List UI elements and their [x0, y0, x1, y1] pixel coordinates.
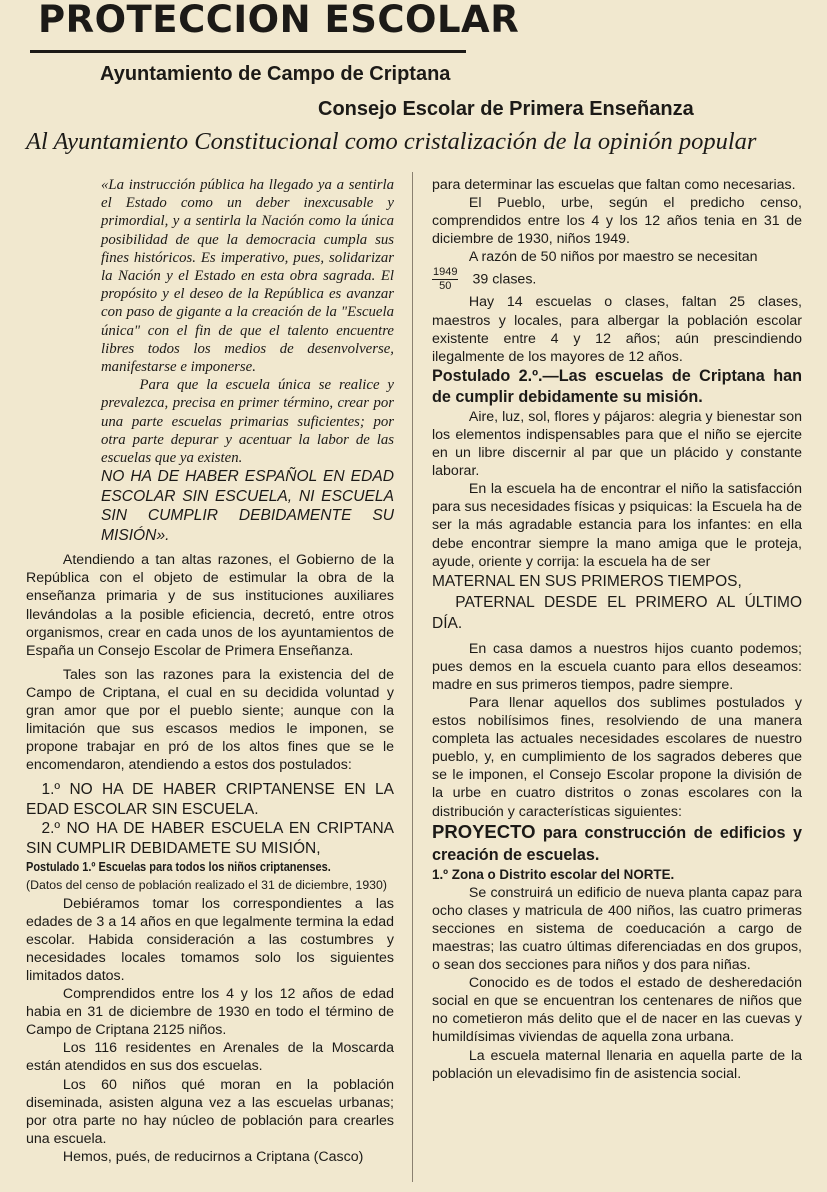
paragraph: Atendiendo a tan altas razones, el Gobierno de la República con el objeto de estimular la obra de la enseñanza primaria y de sus instituciones auxiliares llevándolas a la posible eficiencia, decretó, entre otros organismos, crear en cada unos de los ayuntamientos de España un Consejo Escolar de Primera Enseñanza. [26, 552, 394, 659]
proyecto-rest: para construcción de edificios y creación de escuelas. [432, 823, 802, 864]
zona-heading: 1.º Zona o Distrito escolar del NORTE. [432, 866, 675, 882]
paragraph: En casa damos a nuestros hijos cuanto podemos; pues demos en la escuela cuanto para ellos deseamos: madre en sus primeros tiempos, padre siempre. [432, 640, 802, 693]
dedication-line: Al Ayuntamiento Constitucional como cristalización de la opinión popular [26, 128, 757, 155]
proyecto-heading [432, 821, 802, 866]
paragraph: Hay 14 escuelas o clases, faltan 25 clases, maestros y locales, para albergar la población escolar existente entre 4 y 12 años; aún prescindiendo ilegalmente de los mayores de 12 años. [432, 294, 802, 365]
paragraph: En la escuela ha de encontrar el niño la satisfacción para sus necesidades físicas y psiquicas: la Escuela ha de ser la más agradable estancia para los infantes: en ella debe encontrar siempre la mano amiga que le proteja, ayude, oriente y corrija: la escuela ha de ser [432, 481, 802, 570]
postulate-1: 1.º NO HA DE HABER CRIPTANENSE EN LA EDAD ESCOLAR SIN ESCUELA. [26, 781, 394, 818]
paragraph: Debiéramos tomar los correspondientes a las edades de 3 a 14 años en que legalmente termina la edad escolar. Habida consideración a las costumbres y necesidades locales tomamos solo los siguientes limitados datos. [26, 895, 394, 984]
column-divider [412, 172, 413, 1182]
right-column [432, 176, 802, 1083]
paragraph: A razón de 50 niños por maestro se necesitan [468, 249, 758, 266]
postulado-1-heading: Postulado 1.º Escuelas para todos los niños criptanenses. [26, 860, 331, 875]
quote-paragraph: Para que la escuela única se realice y prevalezca, precisa en primer término, crear por una parte escuelas primarias suficientes; por otra parte depurar y acentuar la labor de las escuelas que ya existen. [101, 377, 394, 467]
fraction [432, 266, 458, 293]
fraction-numerator: 1949 [433, 266, 458, 279]
paragraph: Tales son las razones para la existencia del de Campo de Criptana, el cual en su decidida voluntad y gran amor que por el pueblo siente; aunque con la limitación que sus escasos medios le imponen, se propone trabajar en pró de los altos fines que se le encomendaron, atendiendo a estos dos postulados: [26, 666, 394, 774]
paragraph: Comprendidos entre los 4 y los 12 años de edad habia en 31 de diciembre de 1930 en todo el término de Campo de Criptana 2125 niños. [26, 986, 394, 1039]
paragraph: La escuela maternal llenaria en aquella parte de la población un elevadisimo fin de asistencia social. [432, 1047, 802, 1082]
census-note: (Datos del censo de población realizado el 31 de diciembre, 1930) [26, 878, 387, 893]
paragraph: Los 60 niños qué moran en la población diseminada, asisten alguna vez a las escuelas urbanas; por otra parte no hay núcleo de población para crearles una escuela. [26, 1076, 394, 1147]
paragraph: El Pueblo, urbe, según el predicho censo, comprendidos entre los 4 y los 12 años tenia en 31 de diciembre de 1930, niños 1949. [432, 195, 802, 248]
paragraph: Se construirá un edificio de nueva planta capaz para ocho clases y matricula de 400 niños, las cuatro primeras secciones en sistema de coeducación a cargo de maestras; las cuatro últimas diferenciadas en dos grupos, o sean dos secciones para niños y dos para niñas. [432, 884, 802, 974]
title-rule [30, 50, 466, 53]
quote-caps: NO HA DE HABER ESPAÑOL EN EDAD ESCOLAR SIN ESCUELA, NI ESCUELA SIN CUMPLIR DEBIDAMENTE SU MISIÓN». [101, 468, 394, 544]
postulate-2: 2.º NO HA DE HABER ESCUELA EN CRIPTANA SIN CUMPLIR DEBIDAMETE SU MISIÓN, [26, 820, 394, 857]
left-column [26, 176, 394, 1166]
page-title: PROTECCION ESCOLAR [38, 0, 520, 41]
paragraph: Conocido es de todos el estado de desheredación social en que se encuentran los centenares de niños que no cometieron más delito que el de nacer en las cuevas y humildísimas viviendas de aquella zona urbana. [432, 975, 802, 1046]
proyecto-word: PROYECTO [432, 820, 536, 842]
fraction-line [432, 266, 802, 293]
fraction-denominator: 50 [439, 280, 452, 293]
paragraph: Hemos, pués, de reducirnos a Criptana (Casco) [62, 1148, 364, 1165]
paragraph: Los 116 residentes en Arenales de la Moscarda están atendidos en sus dos escuelas. [26, 1040, 394, 1075]
caps-paternal: PATERNAL DESDE EL PRIMERO AL ÚLTIMO DÍA. [432, 593, 802, 632]
subtitle-consejo: Consejo Escolar de Primera Enseñanza [318, 98, 694, 120]
paragraph: Aire, luz, sol, flores y pájaros: alegria y bienestar son los elementos indispensables para que el niño se ejercite en un libre discernir al par que un plácido y constante laborar. [432, 408, 802, 480]
subtitle-ayuntamiento: Ayuntamiento de Campo de Criptana [100, 63, 451, 85]
postulado-2-heading: Postulado 2.º.—Las escuelas de Criptana han de cumplir debidamente su misión. [432, 366, 802, 406]
paragraph: Para llenar aquellos dos sublimes postulados y estos nobilísimos fines, resolviendo de una manera completa las actuales necesidades escolares de nuestro pueblo, y, en cumplimiento de los sagrados deberes que se le imponen, el Consejo Escolar propone la división de la urbe en cuatro distritos o zonas escolares con la distribución y características siguientes: [432, 694, 802, 820]
paragraph: para determinar las escuelas que faltan como necesarias. [432, 177, 796, 193]
fraction-result: 39 clases. [472, 271, 537, 288]
quote-paragraph: «La instrucción pública ha llegado ya a sentirla el Estado como un deber inexcusable y primordial, y a sentirla la Nación como la única posibilidad de que la democracia cumpla sus fines históricos. Es imperativo, pues, solidarizar la Nación y el Estado en esta obra sagrada. El propósito y el deseo de la República es avanzar con paso de gigante a la creación de la "Escuela única" con el fin de que el talento encuentre libres todos los medios de desenvolverse, manifestarse e imponerse. [101, 177, 394, 376]
caps-maternal: MATERNAL EN SUS PRIMEROS TIEMPOS, [432, 572, 742, 590]
